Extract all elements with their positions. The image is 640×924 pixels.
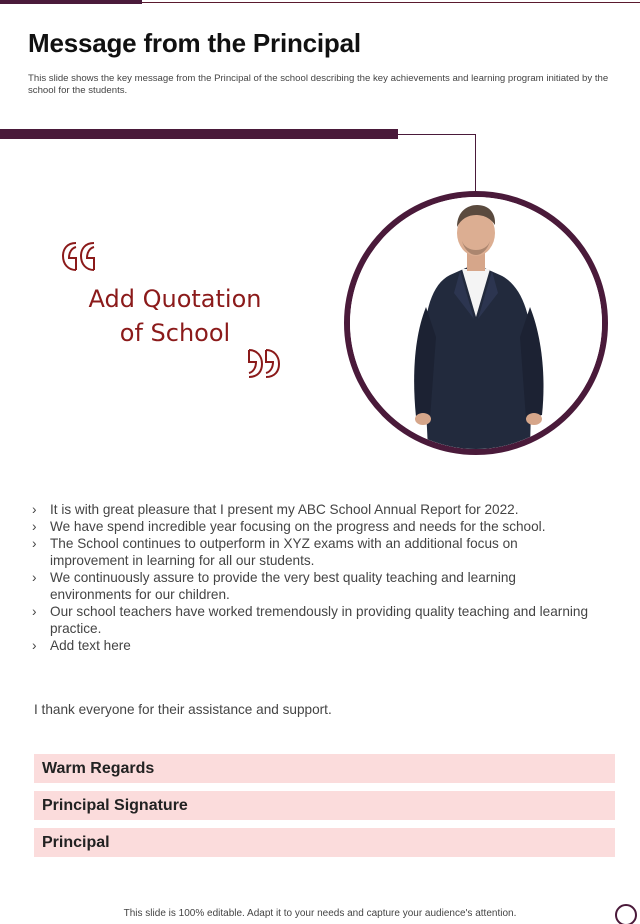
- section-divider-bar: [0, 129, 398, 139]
- quotation-line-2: of School: [119, 319, 231, 347]
- chevron-right-icon: ›: [32, 570, 37, 585]
- list-item: › We continuously assure to provide the very best quality teaching and learning environments for our children.: [32, 570, 516, 602]
- footer-note: This slide is 100% editable. Adapt it to your needs and capture your audience's attention.: [123, 908, 517, 919]
- chevron-right-icon: ›: [32, 536, 37, 551]
- quotation-text: [70, 282, 280, 350]
- chevron-right-icon: ›: [32, 519, 37, 534]
- principal-photo: [344, 191, 608, 455]
- list-item: › We have spend incredible year focusing on the progress and needs for the school.: [32, 519, 546, 534]
- warm-regards-row: Warm Regards: [34, 754, 615, 783]
- page-title: Message from the Principal: [28, 28, 361, 58]
- connector-line-horizontal: [398, 134, 476, 135]
- principal-role-row: Principal: [34, 828, 615, 857]
- message-bullet-list: [32, 501, 592, 654]
- quotation-line-1: Add Quotation: [88, 285, 262, 313]
- list-item: › The School continues to outperform in XYZ exams with an additional focus on improvement in learning for all our students.: [32, 536, 518, 568]
- top-accent-bar: [0, 0, 142, 4]
- page-subtitle: This slide shows the key message from the Principal of the school describing the key achievements and learning program initiated by the school for the students.: [28, 73, 609, 96]
- principal-signature-row: Principal Signature: [34, 791, 615, 820]
- chevron-right-icon: ›: [32, 604, 37, 619]
- list-item: › Add text here: [32, 638, 131, 653]
- footer-circle-icon: [615, 904, 637, 924]
- quote-close-icon: [246, 346, 282, 385]
- chevron-right-icon: ›: [32, 638, 37, 653]
- thanks-text: I thank everyone for their assistance and support.: [34, 702, 332, 717]
- connector-line-vertical: [475, 134, 476, 192]
- quote-open-icon: [60, 240, 98, 279]
- list-item: › It is with great pleasure that I present my ABC School Annual Report for 2022.: [32, 502, 519, 517]
- chevron-right-icon: ›: [32, 502, 37, 517]
- list-item: › Our school teachers have worked tremendously in providing quality teaching and learning practice.: [32, 604, 589, 636]
